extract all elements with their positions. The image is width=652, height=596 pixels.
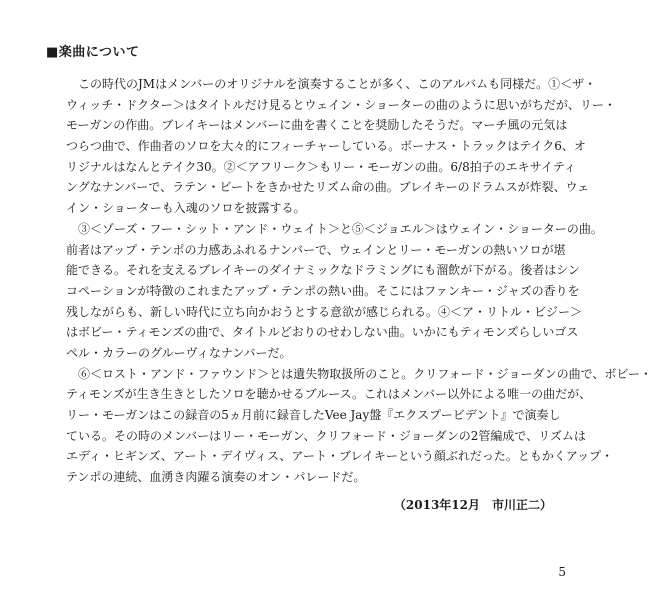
text-line: 前者はアップ・テンポの力感あふれるナンバーで、ウェインとリー・モーガンの熱いソロが堪 (66, 242, 566, 257)
page-number: 5 (558, 565, 566, 579)
text-line: 残しながらも、新しい時代に立ち向かおうとする意欲が感じられる。④＜ア・リトル・ビジー＞ (66, 304, 583, 319)
author-signature: （2013年12月 市川正二） (393, 498, 552, 512)
text-line: テンポの連続、血湧き肉躍る演奏のオン・パレードだ。 (66, 470, 366, 485)
text-line: ている。その時のメンバーはリー・モーガン、クリフォード・ジョーダンの2管編成で、リズムは (66, 428, 586, 443)
text-line: はボビー・ティモンズの曲で、タイトルどおりのせわしない曲。いかにもティモンズらしいゴス (66, 325, 579, 340)
text-line: つらつ曲で、作曲者のソロを大々的にフィーチャーしている。ボーナス・トラックはテイク6、オ (66, 139, 586, 154)
text-line: イン・ショーターも入魂のソロを披露する。 (66, 201, 306, 216)
text-line: ティモンズが生き生きとしたソロを聴かせるブルース。これはメンバー以外による唯一の曲だが、 (66, 387, 592, 402)
text-line: リジナルはなんとテイク30。②＜アフリーク＞もリー・モーガンの曲。6/8拍子のエキサイティ (66, 159, 576, 174)
text-line: ペル・カラーのグルーヴィなナンバーだ。 (66, 345, 292, 360)
text-line: モーガンの作曲。ブレイキーはメンバーに曲を書くことを奨励したそうだ。マーチ風の元気は (66, 118, 568, 133)
body-text (66, 74, 652, 488)
text-line: ウィッチ・ドクター＞はタイトルだけ見るとウェイン・ショーターの曲のように思いがちだが、リー・ (66, 97, 616, 112)
text-line: リー・モーガンはこの録音の5ヵ月前に録音したVee Jay盤『エクスプービデント』で演奏し (66, 408, 561, 422)
text-line: ⑥＜ロスト・アンド・ファウンド＞とは遺失物取扱所のこと。クリフォード・ジョーダンの曲で、ボビー・ (66, 366, 652, 381)
text-line: コペーションが特徴のこれまたアップ・テンポの熱い曲。そこにはファンキー・ジャズの香りを (66, 283, 580, 298)
text-line: ③＜ゾーズ・フー・シット・アンド・ウェイト＞と⑤＜ジョエル＞はウェイン・ショーターの曲。 (66, 221, 603, 236)
text-line: ングなナンバーで、ラテン・ビートをきかせたリズム命の曲。ブレイキーのドラムスが炸裂、ウェ (66, 180, 590, 195)
section-heading: ■楽曲について (46, 45, 140, 60)
text-line: 能できる。それを支えるブレイキーのダイナミックなドラミングにも溜飲が下がる。後者はシン (66, 263, 580, 278)
text-line: エディ・ヒギンズ、アート・デイヴィス、アート・ブレイキーという顔ぶれだった。ともかくアップ・ (66, 449, 614, 464)
text-line: この時代のJMはメンバーのオリジナルを演奏することが多く、このアルバムも同様だ。①＜ザ・ (66, 77, 597, 91)
